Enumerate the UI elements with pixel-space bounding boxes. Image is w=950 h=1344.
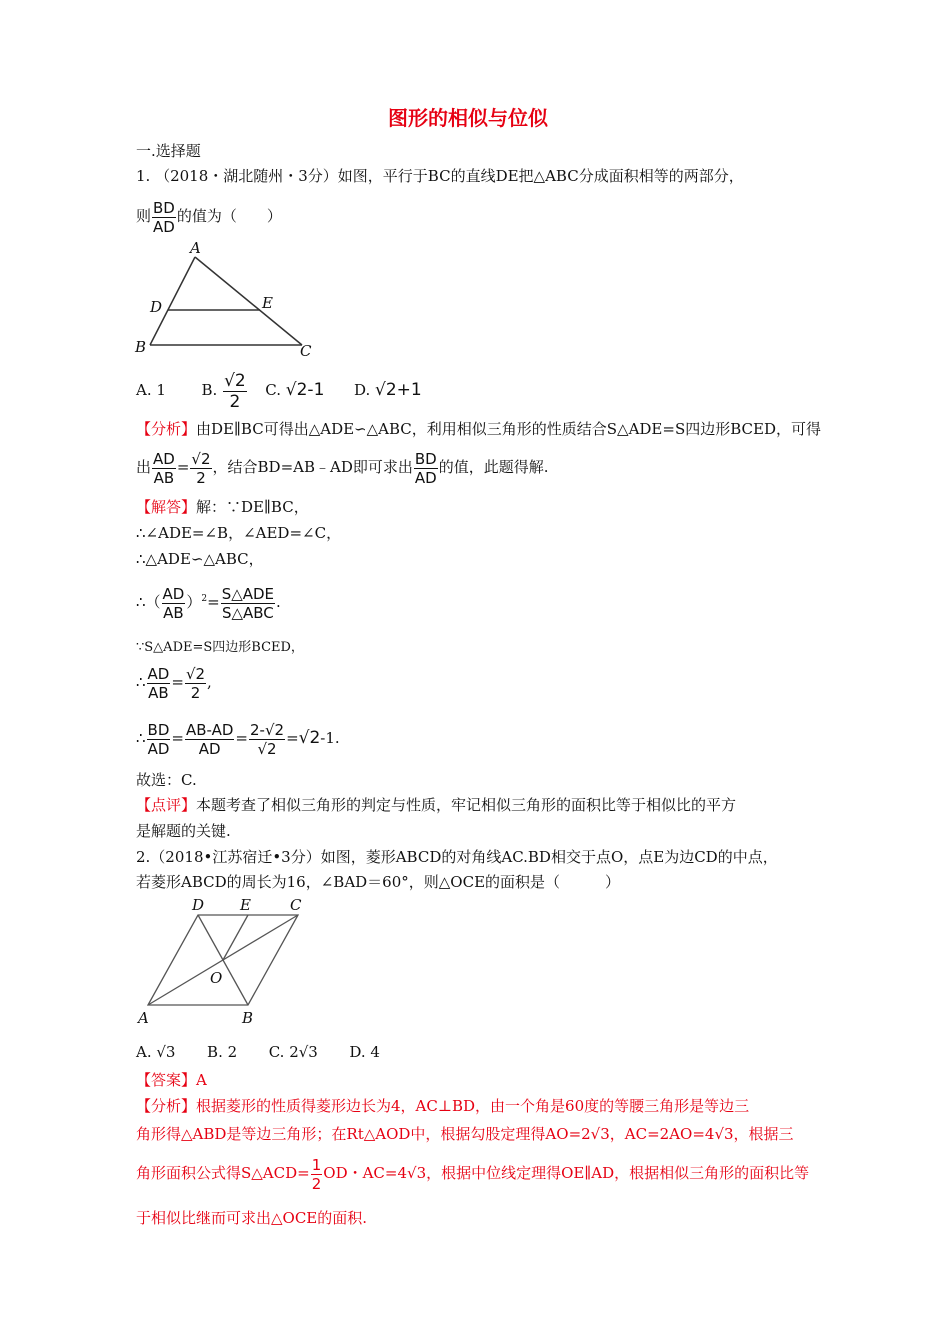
q1-option-b-den: 2 <box>229 391 241 412</box>
page-title: 图形的相似与位似 <box>388 106 548 130</box>
q2-label-d: D <box>192 896 205 914</box>
q1-label-e: E <box>262 294 273 312</box>
q2-option-d: D. 4 <box>349 1043 380 1061</box>
q1-sol7-tail: -1. <box>320 729 340 747</box>
q1-sol6-frac-ad-ab: $\frac{AD}{AB}$ <box>147 664 170 702</box>
q1-sol4-frac-ad-ab: $\frac{AD}{AB}$ <box>162 584 185 622</box>
q1-analysis-prefix: 出 <box>136 458 152 476</box>
q2-stem-line1: 2.（2018•江苏宿迁•3分）如图，菱形ABCD的对角线AC.BD相交于点O，点E为边CD的中点， <box>136 848 778 866</box>
q1-answer-tag: 【解答】 <box>136 498 197 516</box>
q1-label-a: A <box>190 240 201 257</box>
q1-sol7-prefix: ∴ <box>136 729 146 747</box>
q1-choice: 故选：C. <box>136 771 197 789</box>
q1-stem-frac-num: BD <box>153 198 175 217</box>
q1-label-c: C <box>300 342 312 360</box>
q1-comment-text1: 本题考查了相似三角形的判定与性质，牢记相似三角形的面积比等于相似比的平方 <box>196 796 737 814</box>
q2-stem-line2: 若菱形ABCD的周长为16，∠BAD＝60°，则△OCE的面积是（ ） <box>136 873 621 891</box>
section-heading: 一.选择题 <box>136 142 201 160</box>
q2-analysis-line3-frac <box>311 1156 323 1193</box>
q1-sol4-frac-area <box>221 585 275 622</box>
q1-analysis-mid: ，结合BD=AB﹣AD即可求出 <box>212 458 413 476</box>
q2-option-c: C. 2√3 <box>268 1043 318 1061</box>
q1-analysis-frac-sqrt2-2: $\frac{√2}{2}$ <box>191 449 211 487</box>
q2-analysis-frac-den: 2 <box>311 1174 322 1193</box>
q1-comment-tag: 【点评】 <box>136 796 197 814</box>
q1-sol6-frac-sqrt2-2: $\frac{√2}{2}$ <box>185 664 206 702</box>
q1-sol2: ∴∠ADE=∠B，∠AED=∠C， <box>136 524 342 542</box>
q1-option-a: A. 1 <box>136 381 166 399</box>
q1-option-b-num: √2 <box>224 370 246 391</box>
q1-option-d-value: √2+1 <box>375 380 422 400</box>
q1-solution-line1 <box>136 497 309 517</box>
q1-stem-prefix: 则 <box>136 207 152 225</box>
q1-option-b-fraction <box>223 371 247 412</box>
q1-sol4-num: S△ADE <box>221 584 275 603</box>
q1-sol6: ∴ $\frac{AD}{AB}$ = $\frac{√2}{2}$ , <box>136 664 212 702</box>
q1-option-c-value: √2-1 <box>285 380 325 400</box>
q2-analysis-tag: 【分析】 <box>136 1097 197 1115</box>
q2-label-c: C <box>290 896 302 914</box>
q1-analysis-text1: 由DE∥BC可得出△ADE∽△ABC，利用相似三角形的性质结合S△ADE=S四边形BCED，可得 <box>196 420 821 438</box>
q1-comment-line1 <box>136 795 736 815</box>
q1-analysis-frac-bd-ad: $\frac{BD}{AD}$ <box>414 449 437 487</box>
q1-stem-line1: 1. （2018・湖北随州・3分）如图，平行于BC的直线DE把△ABC分成面积相等的两部分， <box>136 167 744 185</box>
q2-analysis-text1: 根据菱形的性质得菱形边长为4，AC⊥BD，由一个角是60度的等腰三角形是等边三 <box>196 1097 750 1115</box>
q2-analysis-line3 <box>136 1152 809 1194</box>
q1-sol7-f3-num: 2-√2 <box>250 720 285 739</box>
q2-analysis-line1 <box>136 1096 749 1116</box>
q1-option-d-label: D. <box>353 381 371 399</box>
q1-stem-frac-den: AD <box>153 217 175 236</box>
q2-label-a: A <box>138 1009 149 1027</box>
q2-rhombus-figure <box>130 895 320 1030</box>
q2-option-b: B. 2 <box>207 1043 238 1061</box>
q1-stem-fraction <box>152 199 176 236</box>
q1-options <box>136 370 422 412</box>
q1-sol4-den: S△ABC <box>221 603 274 622</box>
q1-sol6-prefix: ∴ <box>136 673 146 691</box>
q2-label-b: B <box>242 1009 254 1027</box>
q1-sol1: 解：∵DE∥BC， <box>196 498 309 516</box>
q1-sol7-f3-den: √2 <box>257 739 277 758</box>
q1-stem-suffix: 的值为（ ） <box>176 207 282 225</box>
q1-sol7-frac3 <box>249 721 285 758</box>
q1-analysis-suffix: 的值，此题得解. <box>438 458 549 476</box>
q1-sol5: ∵S△ADE=S四边形BCED， <box>136 640 304 655</box>
q1-comment-line2: 是解题的关键. <box>136 822 231 840</box>
q2-label-e: E <box>240 896 251 914</box>
q1-analysis-frac-ad-ab: $\frac{AD}{AB}$ <box>153 449 175 487</box>
q2-analysis-line3-suffix: OD・AC=4√3，根据中位线定理得OE∥AD，根据相似三角形的面积比等 <box>323 1164 810 1182</box>
q2-analysis-line2: 角形得△ABD是等边三角形；在Rt△AOD中，根据勾股定理得AO=2√3，AC=2AO=4√3，根据三 <box>136 1125 794 1143</box>
q1-analysis-tag: 【分析】 <box>136 420 197 438</box>
q1-sol7: ∴ $\frac{BD}{AD}$ = $\frac{AB-AD}{AD}$ = $\frac{2-√2}{√2}$ =√2-1. <box>136 720 340 758</box>
q1-sol3: ∴△ADE∽△ABC， <box>136 550 264 568</box>
q1-sol7-f2-num: AB-AD <box>185 720 234 739</box>
q2-answer: 【答案】A <box>136 1071 207 1089</box>
q2-analysis-line3-prefix: 角形面积公式得S△ACD= <box>136 1164 310 1182</box>
q2-option-a: A. √3 <box>136 1043 176 1061</box>
q2-options <box>136 1042 380 1062</box>
q1-label-d: D <box>150 298 163 316</box>
q1-sol7-f2-den: AD <box>198 739 221 758</box>
q1-sol7-sqrt2: √2 <box>298 728 321 748</box>
q1-option-c-label: C. <box>265 381 281 399</box>
q2-analysis-frac-num: 1 <box>311 1155 322 1174</box>
q2-label-o: O <box>210 969 223 987</box>
q1-label-b: B <box>135 338 147 356</box>
q1-sol7-frac2 <box>185 721 234 758</box>
q1-option-b-label: B. <box>201 381 218 399</box>
q1-sol4-mid: ） <box>186 593 202 611</box>
q1-edge-ac <box>195 257 302 345</box>
q1-analysis-line2: 出 $\frac{AD}{AB}$ = $\frac{√2}{2}$ ，结合BD=AB﹣AD即可求出 $\frac{BD}{AD}$ 的值，此题得解. <box>136 449 549 487</box>
q1-sol7-frac-bd-ad: $\frac{BD}{AD}$ <box>147 720 170 758</box>
q1-sol4: ∴（ $\frac{AD}{AB}$ ）$^2$= $\frac{\text{S△ADE}}{\text{S△ABC}}$ . <box>136 584 281 622</box>
q1-analysis-line1 <box>136 419 821 439</box>
q1-triangle-figure <box>130 240 330 360</box>
q1-sol4-prefix: ∴（ <box>136 593 161 611</box>
q2-analysis-line4: 于相似比继而可求出△OCE的面积. <box>136 1209 368 1227</box>
q1-stem-line2 <box>136 197 282 236</box>
